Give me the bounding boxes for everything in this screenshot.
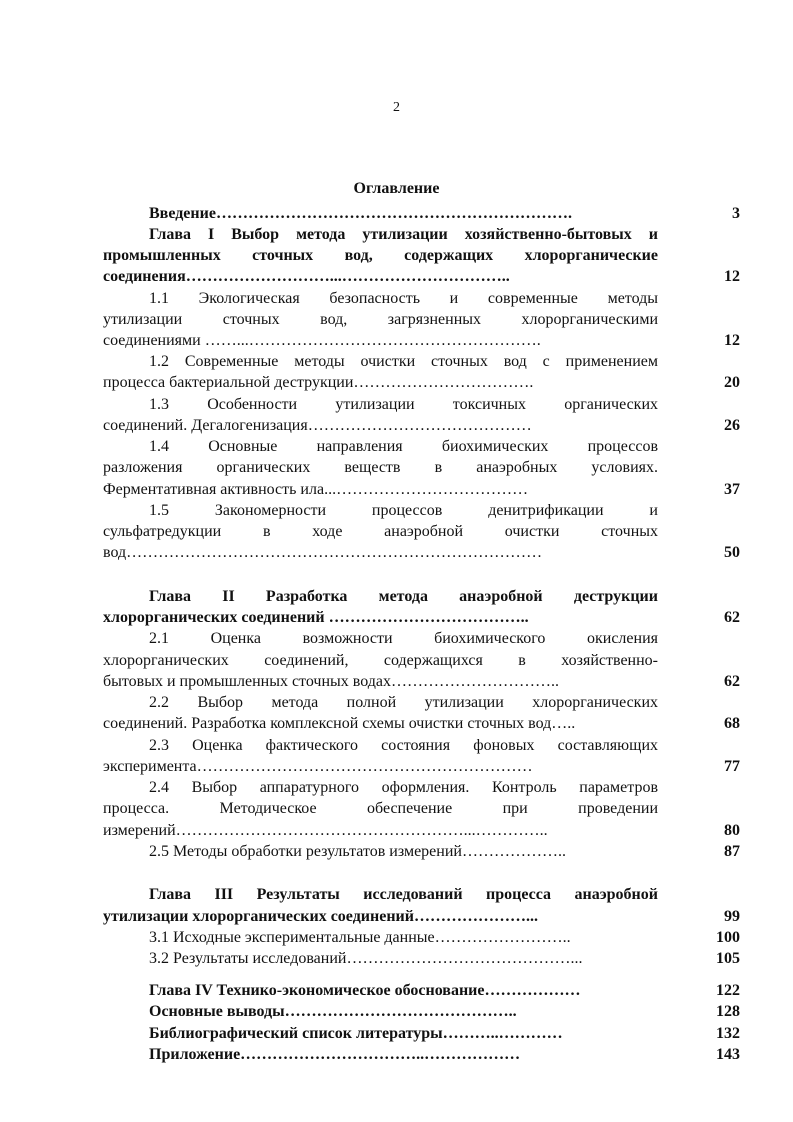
toc-line: 1.5 Закономерности процессов денитрификации и bbox=[149, 502, 658, 519]
toc-page: 3 bbox=[732, 205, 740, 222]
toc-page: 87 bbox=[724, 843, 740, 860]
toc-line: вод…………………………………………………………………… bbox=[103, 544, 543, 561]
toc-line: 2.2 Выбор метода полной утилизации хлорорганических bbox=[149, 694, 658, 711]
toc-line: утилизации сточных вод, загрязненных хлорорганическими bbox=[103, 311, 658, 328]
toc-line: 2.5 Методы обработки результатов измерений……………….. bbox=[149, 843, 566, 860]
toc-line: Основные выводы…………………………………….. bbox=[149, 1003, 517, 1020]
toc-line: Ферментативная активность ила...……………………………… bbox=[103, 481, 529, 498]
toc-line: Глава III Результаты исследований процесса анаэробной bbox=[149, 886, 658, 903]
toc-page: 26 bbox=[724, 417, 740, 434]
toc-line: хлорорганических соединений ……………………………….. bbox=[103, 609, 529, 626]
toc-page: 50 bbox=[724, 544, 740, 561]
toc-line: 2.4 Выбор аппаратурного оформления. Контроль параметров bbox=[149, 779, 658, 796]
toc-line: процесса бактериальной деструкции……………………………. bbox=[103, 374, 534, 391]
toc-page: 105 bbox=[716, 950, 740, 967]
toc-page: 62 bbox=[724, 673, 740, 690]
toc-line: процесса. Методическое обеспечение при проведении bbox=[103, 800, 658, 817]
toc-page: 128 bbox=[716, 1003, 740, 1020]
toc-line-intro: Введение…………………………………………………………. bbox=[149, 205, 572, 222]
toc-page: 37 bbox=[724, 481, 740, 498]
toc-line: 1.1 Экологическая безопасность и современные методы bbox=[149, 290, 658, 307]
toc-line: промышленных сточных вод, содержащих хлорорганические bbox=[103, 247, 658, 264]
toc-line: бытовых и промышленных сточных водах………………………….. bbox=[103, 673, 560, 690]
toc-line: 1.3 Особенности утилизации токсичных органических bbox=[149, 396, 658, 413]
toc-line: эксперимента……………………………………………………… bbox=[103, 758, 533, 775]
toc-page: 12 bbox=[724, 332, 740, 349]
toc-line: 2.3 Оценка фактического состояния фоновых составляющих bbox=[149, 737, 658, 754]
toc-title: Оглавление bbox=[353, 180, 440, 197]
toc-page: 143 bbox=[716, 1046, 740, 1063]
toc-line: 3.2 Результаты исследований……………………………………... bbox=[149, 950, 583, 967]
toc-line: соединения………………………...………………………….. bbox=[103, 268, 510, 285]
toc-line: 3.1 Исходные экспериментальные данные…………………….. bbox=[149, 929, 571, 946]
toc-page: 68 bbox=[724, 715, 740, 732]
toc-line: утилизации хлорорганических соединений…………………... bbox=[103, 908, 538, 925]
toc-line: 1.2 Современные методы очистки сточных вод с применением bbox=[149, 353, 658, 370]
toc-line: соединениями ……...………………………………………………. bbox=[103, 332, 541, 349]
toc-page: 77 bbox=[724, 758, 740, 775]
toc-line: Глава II Разработка метода анаэробной деструкции bbox=[149, 588, 658, 605]
toc-line: Приложение……………………………..……………… bbox=[149, 1046, 521, 1063]
toc-page: 122 bbox=[716, 982, 740, 999]
toc-line: 2.1 Оценка возможности биохимического окисления bbox=[149, 630, 658, 647]
toc-line: Глава IV Технико-экономическое обоснование……………… bbox=[149, 982, 581, 999]
toc-line: Глава I Выбор метода утилизации хозяйственно-бытовых и bbox=[149, 226, 658, 243]
toc-line: измерений………………………………………………...………….. bbox=[103, 822, 548, 839]
toc-line: сульфатредукции в ходе анаэробной очистки сточных bbox=[103, 523, 658, 540]
toc-page: 132 bbox=[716, 1025, 740, 1042]
toc-page: 20 bbox=[724, 374, 740, 391]
toc-page: 99 bbox=[724, 908, 740, 925]
toc-line: Библиографический список литературы………..………… bbox=[149, 1025, 563, 1042]
toc-page: 12 bbox=[724, 268, 740, 285]
toc-line: соединений. Разработка комплексной схемы очистки сточных вод….. bbox=[103, 715, 576, 732]
page-number: 2 bbox=[393, 100, 400, 115]
toc-page: 100 bbox=[716, 929, 740, 946]
toc-line: соединений. Дегалогенизация…………………………………… bbox=[103, 417, 532, 434]
toc-line: разложения органических веществ в анаэробных условиях. bbox=[103, 459, 658, 476]
toc-line: хлорорганических соединений, содержащихся в хозяйственно- bbox=[103, 652, 658, 669]
toc-line: 1.4 Основные направления биохимических процессов bbox=[149, 438, 658, 455]
toc-page: 62 bbox=[724, 609, 740, 626]
toc-page: 80 bbox=[724, 822, 740, 839]
